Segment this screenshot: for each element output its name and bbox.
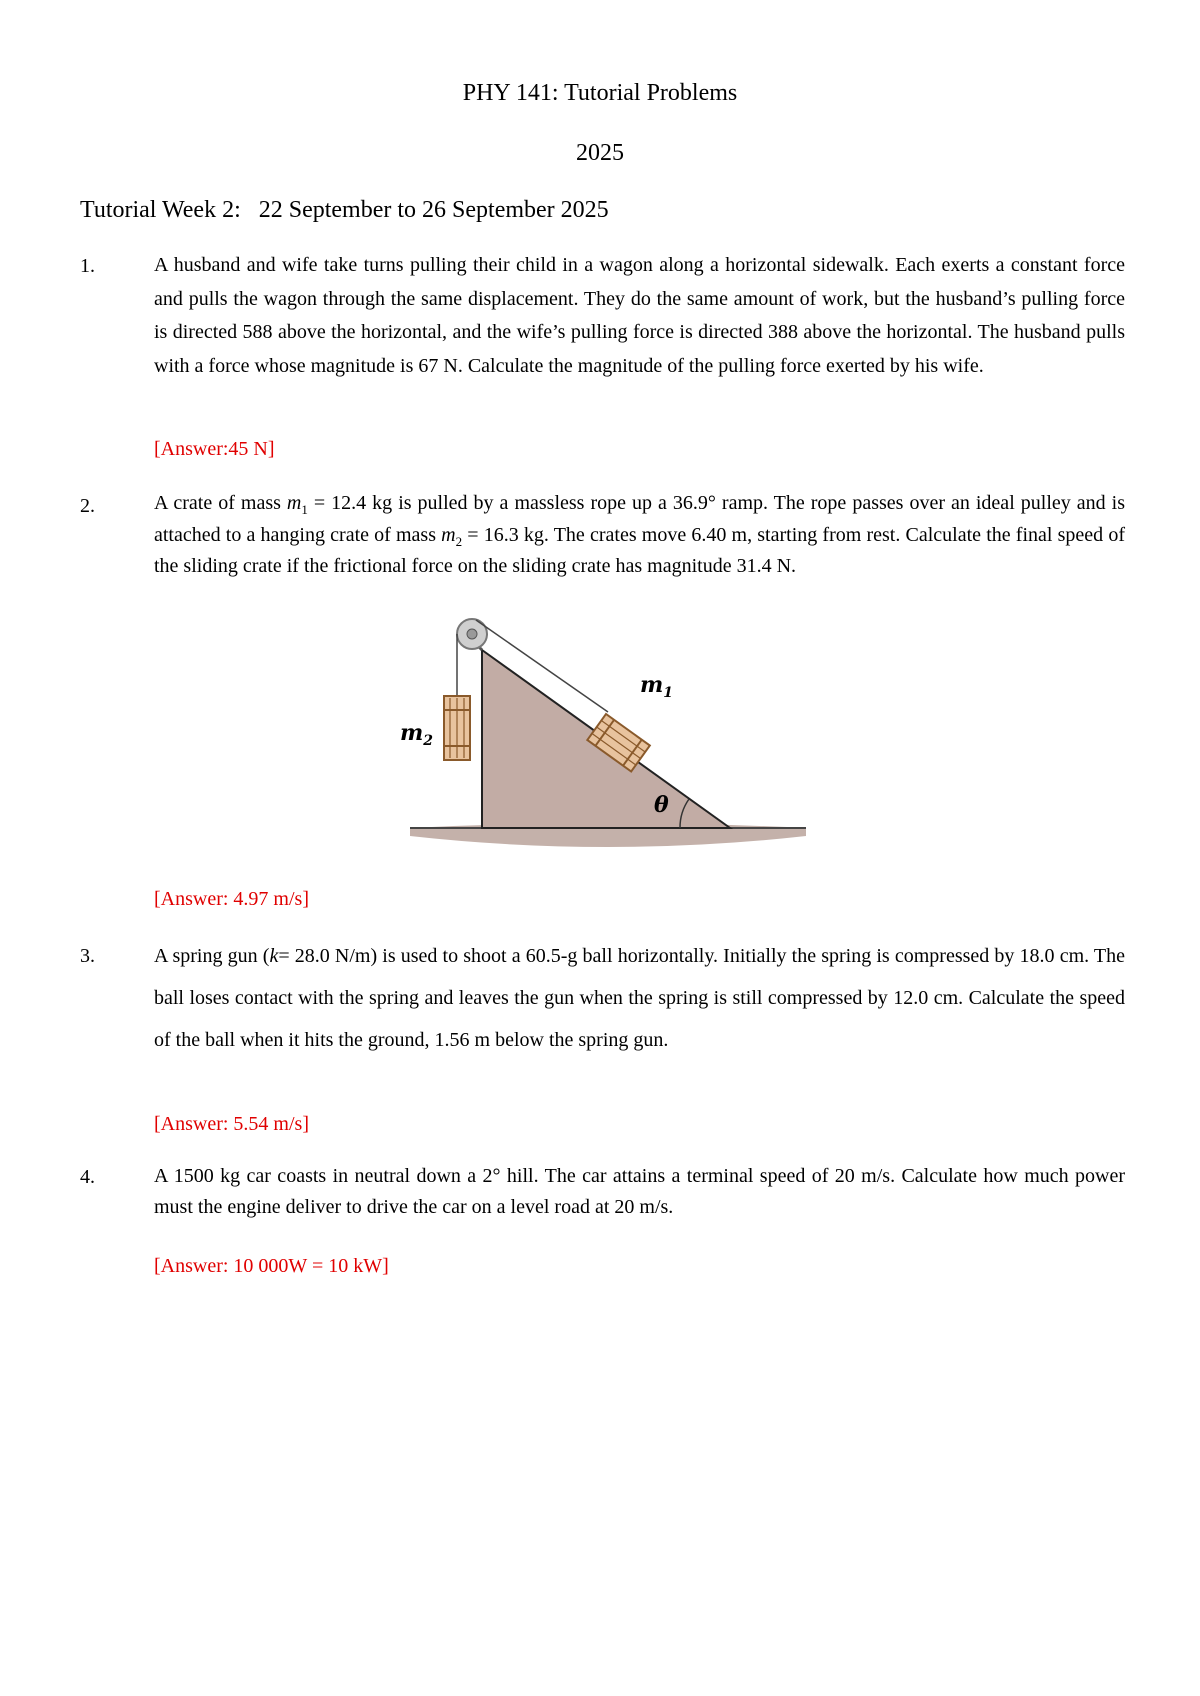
- angle-label: θ: [654, 792, 669, 818]
- problem-text: A 1500 kg car coasts in neutral down a 2° hill. The car attains a terminal speed of 20 m/s. Calculate how much power must the engine deliver to drive the car on a level road at 20 m/s.: [154, 1165, 1125, 1218]
- week-heading: Tutorial Week 2: 22 September to 26 September 2025: [80, 197, 609, 223]
- problem-answer: [Answer: 10 000W = 10 kW]: [154, 1255, 389, 1277]
- ramp-pulley-figure: [400, 612, 808, 852]
- problem-number: 2.: [80, 495, 95, 517]
- crate-m2: [444, 696, 470, 760]
- text-segment: = 12.4 kg is pulled by a massless rope up a 36.9° ramp. The rope passes over an ideal pulley and is attached to a hanging crate of mass: [154, 492, 1125, 546]
- ramp-diagram: [400, 612, 808, 852]
- mass-subscript: 1: [301, 502, 308, 517]
- problem-text: [154, 935, 1125, 1061]
- problem-number: 4.: [80, 1166, 95, 1188]
- page-title: PHY 141: Tutorial Problems: [462, 80, 738, 106]
- problem-text: [154, 491, 1125, 580]
- spring-constant-symbol: k: [269, 945, 279, 967]
- mass-symbol-m1: m: [286, 492, 302, 514]
- problem-number: 1.: [80, 255, 95, 277]
- problem-answer: [Answer: 5.54 m/s]: [154, 1113, 309, 1135]
- problem-answer: [Answer:45 N]: [154, 438, 275, 460]
- mass-subscript: 2: [455, 533, 463, 549]
- page-year: 2025: [576, 140, 624, 166]
- text-segment: A crate of mass: [154, 492, 287, 514]
- problem-answer: [Answer: 4.97 m/s]: [154, 888, 309, 910]
- text-segment: A spring gun (: [154, 945, 270, 967]
- pulley-axle: [467, 629, 477, 639]
- problem-number: 3.: [80, 945, 95, 967]
- text-segment: = 16.3 kg. The crates move 6.40 m, starting from rest. Calculate the final speed of the sliding crate if the frictional force on the sliding crate has magnitude 31.4 N.: [154, 523, 1125, 577]
- text-segment: = 28.0 N/m) is used to shoot a 60.5-g ball horizontally. Initially the spring is compressed by 18.0 cm. The ball loses contact with the spring and leaves the gun when the spring is still compressed by 12.0 cm. Calculate the speed of the ball when it hits the ground, 1.56 m below the spring gun.: [154, 945, 1126, 1051]
- problem-text: A husband and wife take turns pulling their child in a wagon along a horizontal sidewalk. Each exerts a constant force and pulls the wagon through the same displacement. They do the same amount of work, but the husband’s pulling force is directed 588 above the horizontal, and the wife’s pulling force is directed 388 above the horizontal. The husband pulls with a force whose magnitude is 67 N. Calculate the magnitude of the pulling force exerted by his wife.: [154, 254, 1125, 377]
- m1-label: $m_1$: [640, 672, 674, 701]
- m2-label: $m_2$: [400, 720, 434, 749]
- mass-symbol-m2: m: [441, 523, 456, 546]
